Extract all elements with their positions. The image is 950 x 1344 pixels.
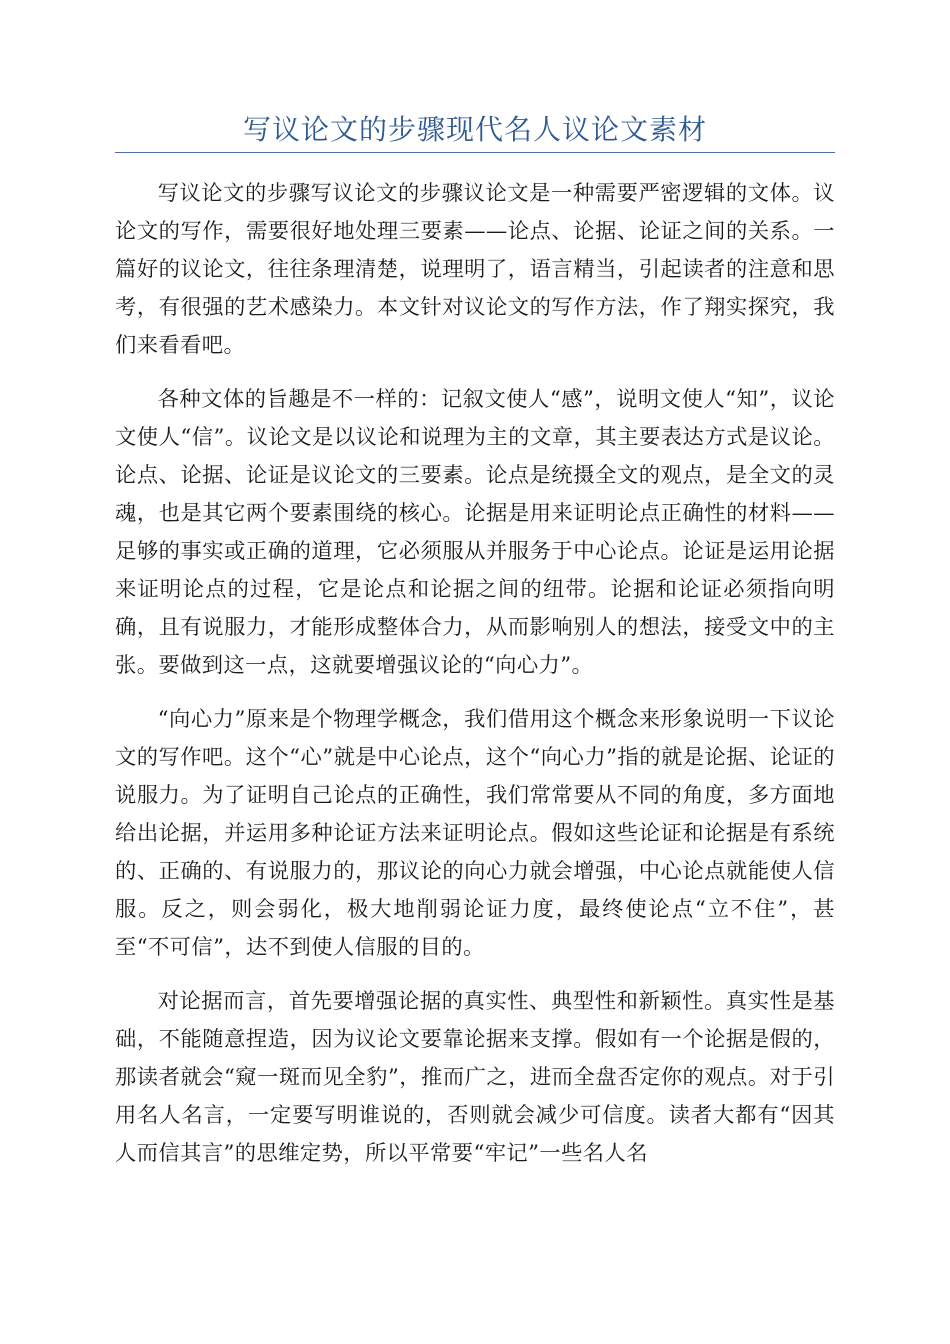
paragraph-4: 对论据而言，首先要增强论据的真实性、典型性和新颖性。真实性是基础，不能随意捏造，因为议论文要靠论据来支撑。假如有一个论据是假的，那读者就会“窥一斑而见全豹”，推而广之，进而全盘否定你的观点。对于引用名人名言，一定要写明谁说的，否则就会减少可信度。读者大都有“因其人而信其言”的思维定势，所以平常要“牢记”一些名人名: [115, 989, 835, 1166]
document-body: [115, 175, 835, 1189]
paragraph-3: “向心力”原来是个物理学概念，我们借用这个概念来形象说明一下议论文的写作吧。这个“心”就是中心论点，这个“向心力”指的就是论据、论证的说服力。为了证明自己论点的正确性，我们常常要从不同的角度，多方面地给出论据，并运用多种论证方法来证明论点。假如这些论证和论据是有系统的、正确的、有说服力的，那议论的向心力就会增强，中心论点就能使人信服。反之，则会弱化，极大地削弱论证力度，最终使论点“立不住”，甚至“不可信”，达不到使人信服的目的。: [115, 707, 835, 960]
title-block: [115, 112, 835, 153]
document-title: 写议论文的步骤现代名人议论文素材: [242, 113, 707, 146]
paragraph-2: 各种文体的旨趣是不一样的：记叙文使人“感”，说明文使人“知”，议论文使人“信”。议论文是以议论和说理为主的文章，其主要表达方式是议论。论点、论据、论证是议论文的三要素。论点是统摄全文的观点，是全文的灵魂，也是其它两个要素围绕的核心。论据是用来证明论点正确性的材料——足够的事实或正确的道理，它必须服从并服务于中心论点。论证是运用论据来证明论点的过程，它是论点和论据之间的纽带。论据和论证必须指向明确，且有说服力，才能形成整体合力，从而影响别人的想法，接受文中的主张。要做到这一点，这就要增强议论的“向心力”。: [115, 387, 835, 678]
paragraph-1: 写议论文的步骤写议论文的步骤议论文是一种需要严密逻辑的文体。议论文的写作，需要很好地处理三要素——论点、论据、论证之间的关系。一篇好的议论文，往往条理清楚，说理明了，语言精当，引起读者的注意和思考，有很强的艺术感染力。本文针对议论文的写作方法，作了翔实探究，我们来看看吧。: [115, 181, 835, 358]
